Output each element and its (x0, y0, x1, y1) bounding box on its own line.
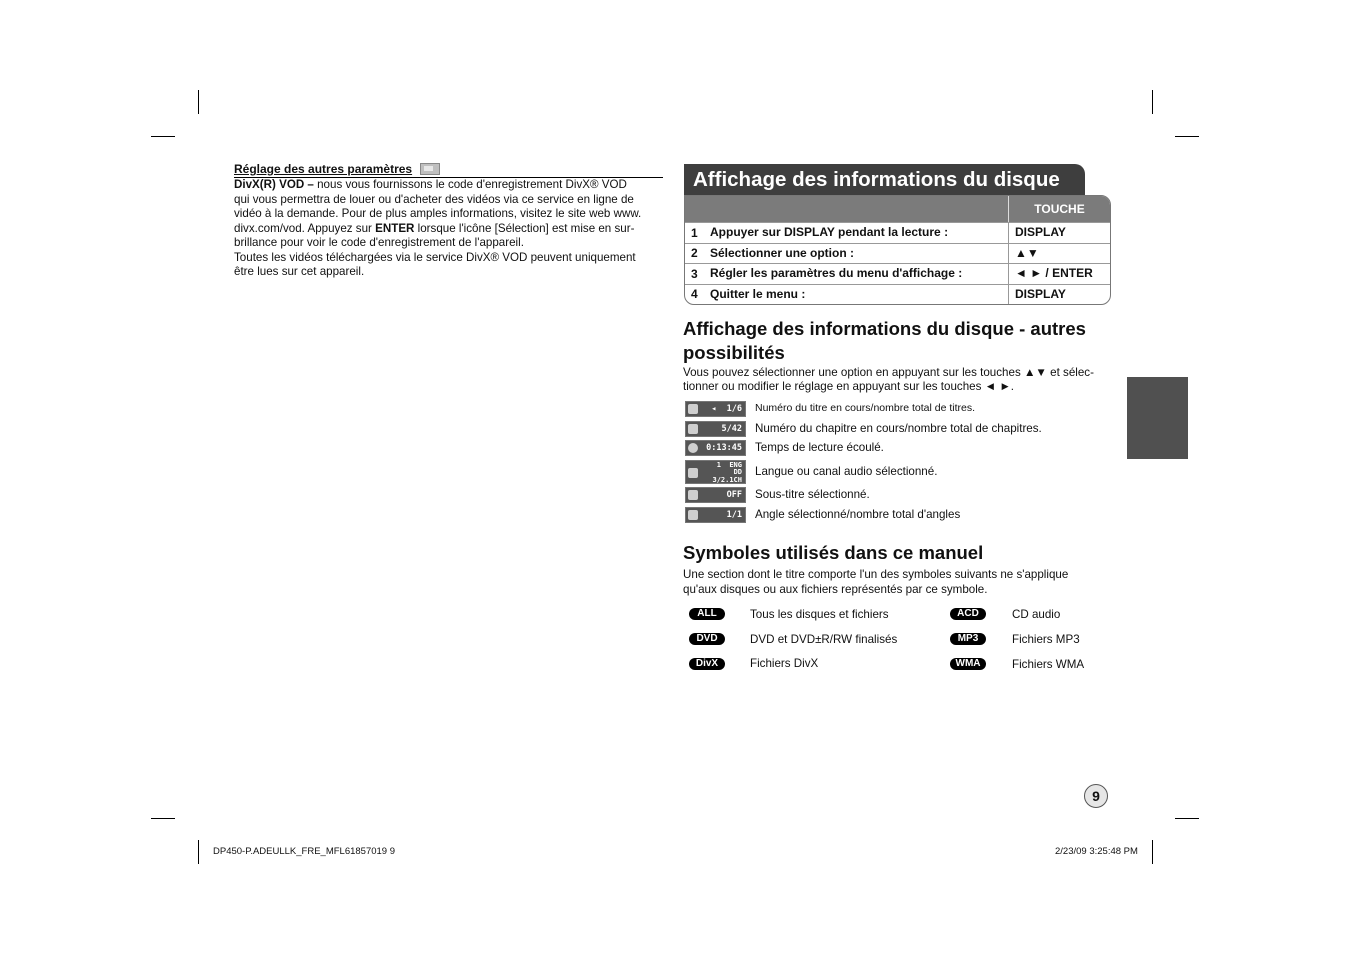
crop-mark (151, 136, 175, 137)
chapter-side-tab (1127, 377, 1188, 459)
key-column-header: TOUCHE (1034, 202, 1085, 216)
row-key: ◄ ► / ENTER (1015, 266, 1093, 281)
row-key: DISPLAY (1015, 286, 1066, 301)
table-row (685, 222, 1110, 243)
table-row (685, 284, 1110, 305)
divx-text: vidéo à la demande. Pour de plus amples informations, visitez le site web www. (234, 207, 642, 220)
section-body (683, 366, 1094, 393)
body-line: tionner ou modifier le réglage en appuyant sur les touches ◄ ►. (683, 379, 1015, 393)
divx-text: nous vous fournissons le code d'enregistrement DivX® VOD (313, 178, 627, 191)
other-settings-heading (234, 162, 663, 178)
acd-badge: ACD (950, 608, 986, 620)
crop-mark (198, 840, 199, 864)
osd-description: Angle sélectionné/nombre total d'angles (755, 508, 961, 521)
osd-chapter-icon (685, 421, 746, 437)
row-number: 4 (691, 287, 698, 302)
symbol-label: DVD et DVD±R/RW finalisés (750, 633, 898, 646)
settings-tab-icon (420, 163, 440, 175)
osd-description: Sous-titre sélectionné. (755, 488, 870, 501)
symbol-label: Fichiers DivX (750, 657, 819, 670)
other-settings-title: Réglage des autres paramètres (234, 162, 413, 176)
divx-text: lorsque l'icône [Sélection] est mise en sur- (414, 221, 635, 235)
divx-text: brillance pour voir le code d'enregistrement de l'appareil. (234, 236, 524, 249)
body-line: qu'aux disques ou aux fichiers représentés par ce symbole. (683, 583, 988, 596)
crop-mark (1152, 840, 1153, 864)
row-instruction: Appuyer sur DISPLAY pendant la lecture : (710, 223, 1009, 243)
body-line: Vous pouvez sélectionner une option en appuyant sur les touches ▲▼ et sélec- (683, 366, 1094, 379)
divx-paragraph (234, 178, 663, 280)
divx-label: DivX(R) VOD – (234, 178, 314, 191)
osd-value: 1/1 (726, 510, 742, 520)
osd-description: Numéro du titre en cours/nombre total de titres. (755, 402, 976, 414)
table-row (685, 243, 1110, 264)
osd-value: 5/42 (721, 424, 742, 434)
symbol-label: Tous les disques et fichiers (750, 608, 889, 621)
key-table (684, 195, 1111, 305)
wma-badge: WMA (950, 658, 986, 670)
osd-title-icon (685, 401, 746, 417)
row-number: 3 (691, 266, 698, 281)
osd-description: Langue ou canal audio sélectionné. (755, 465, 938, 478)
row-key: ▲▼ (1015, 245, 1039, 260)
crop-mark (1175, 136, 1199, 137)
osd-value: ◂ 1/6 (711, 404, 742, 414)
osd-clock-icon (685, 440, 746, 456)
osd-value: OFF (726, 490, 742, 500)
footer-timestamp: 2/23/09 3:25:48 PM (1055, 846, 1138, 857)
osd-value: 0:13:45 (706, 443, 742, 453)
dvd-badge: DVD (689, 633, 725, 645)
all-badge: ALL (689, 608, 725, 620)
row-number: 1 (691, 225, 698, 240)
heading-line: possibilités (683, 342, 785, 363)
crop-mark (151, 818, 175, 819)
osd-value: 1 ENG DD 3/2.1CH (712, 461, 742, 484)
footer-file-name: DP450-P.ADEULLK_FRE_MFL61857019 9 (213, 846, 396, 857)
osd-audio-icon (685, 460, 746, 484)
mp3-badge: MP3 (950, 633, 986, 645)
left-column (234, 162, 663, 280)
row-instruction: Sélectionner une option : (710, 244, 1009, 264)
body-line: Une section dont le titre comporte l'un des symboles suivants ne s'applique (683, 568, 1069, 581)
crop-mark (198, 90, 199, 114)
section-banner: Affichage des informations du disque (684, 164, 1085, 196)
page-number: 9 (1084, 784, 1108, 808)
divx-text: être lues sur cet appareil. (234, 265, 365, 278)
enter-key-label: ENTER (375, 221, 415, 235)
divx-text: divx.com/vod. Appuyez sur (234, 221, 376, 235)
osd-subtitle-icon (685, 487, 746, 503)
row-key: DISPLAY (1015, 225, 1066, 240)
row-instruction: Régler les paramètres du menu d'affichage : (710, 264, 1009, 284)
section-heading (683, 317, 1086, 365)
symbol-label: Fichiers MP3 (1012, 633, 1080, 646)
osd-angle-icon (685, 507, 746, 523)
divx-badge: DivX (689, 658, 725, 670)
divx-text: Toutes les vidéos téléchargées via le service DivX® VOD peuvent uniquement (234, 250, 636, 264)
key-table-header-blank (685, 196, 1009, 222)
row-instruction: Quitter le menu : (710, 285, 1009, 305)
heading-line: Affichage des informations du disque - autres (683, 318, 1086, 339)
table-row (685, 263, 1110, 284)
symbol-label: CD audio (1012, 608, 1061, 621)
symbols-body (683, 567, 1068, 597)
osd-description: Temps de lecture écoulé. (755, 441, 884, 454)
osd-description: Numéro du chapitre en cours/nombre total de chapitres. (755, 422, 1042, 435)
key-table-header (685, 196, 1110, 222)
crop-mark (1152, 90, 1153, 114)
crop-mark (1175, 818, 1199, 819)
row-number: 2 (691, 246, 698, 261)
divx-text: qui vous permettra de louer ou d'acheter des vidéos via ce service en ligne de (234, 192, 634, 206)
symbol-label: Fichiers WMA (1012, 658, 1085, 671)
symbols-heading: Symboles utilisés dans ce manuel (683, 542, 984, 563)
